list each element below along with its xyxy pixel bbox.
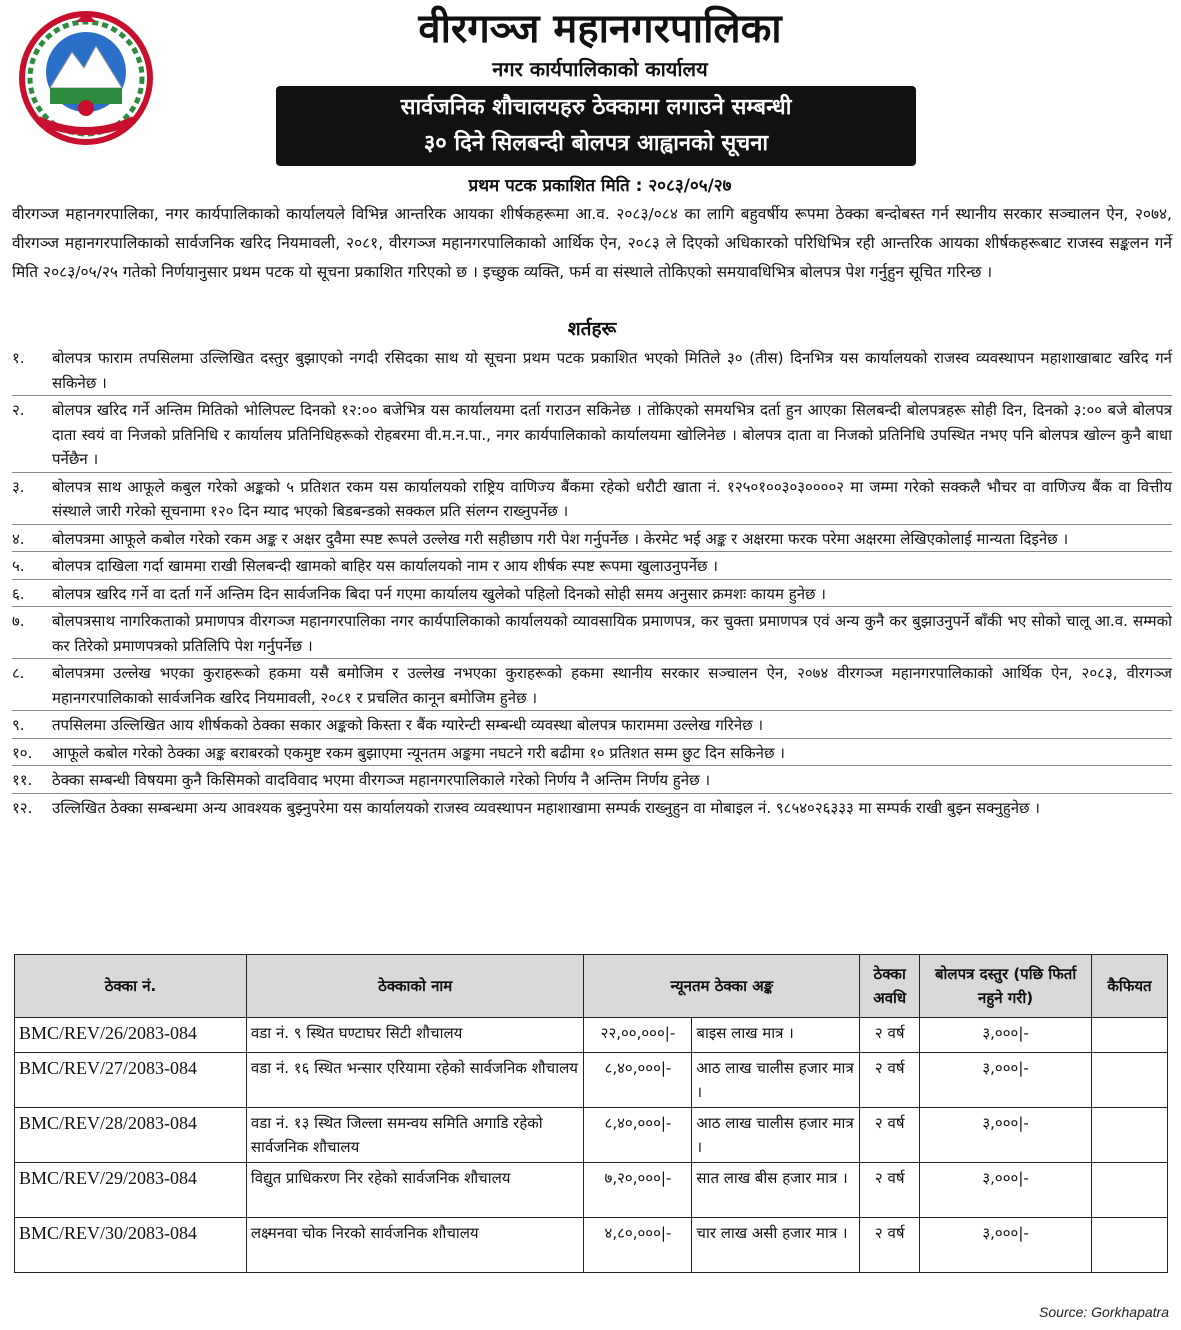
bid-fee: ३,०००|- xyxy=(920,1163,1092,1218)
contract-duration: २ वर्ष xyxy=(860,1108,920,1163)
nepal-government-emblem-icon xyxy=(16,8,156,148)
contract-code: BMC/REV/29/2083-084 xyxy=(15,1163,247,1218)
contract-code: BMC/REV/27/2083-084 xyxy=(15,1053,247,1108)
condition-text: बोलपत्र फाराम तपसिलमा उल्लिखित दस्तुर बुझाएको नगदी रसिदका साथ यो सूचना प्रथम पटक प्रकाशित भएको मितिले ३० (तीस) दिनभित्र यस कार्यालयको राजस्व व्यवस्थापन महाशाखाबाट खरिद गर्न सकिनेछ । xyxy=(52,349,1172,392)
condition-item xyxy=(12,738,1172,766)
contract-code: BMC/REV/26/2083-084 xyxy=(15,1018,247,1053)
condition-item xyxy=(12,551,1172,579)
table-row xyxy=(15,1053,1168,1108)
header-remarks: कैफियत xyxy=(1091,955,1167,1018)
condition-text: बोलपत्र साथ आफूले कबुल गरेको अङ्कको ५ प्रतिशत रकम यस कार्यालयको राष्ट्रिय वाणिज्य बैंकमा रहेको धरौटी खाता नं. १२५०१००३०३००००२ मा जम्मा गरेको सक्कलै भौचर वा वाणिज्य बैंक वा वित्तीय संस्थाले जारी गरेको सूचनामा १२० दिन म्याद भएको बिडबन्डको सक्कल प्रति संलग्न राख्नुपर्नेछ । xyxy=(52,477,1172,520)
condition-text: बोलपत्र खरिद गर्ने वा दर्ता गर्ने अन्तिम दिन सार्वजनिक बिदा पर्न गएमा कार्यालय खुलेको पहिलो दिनको सोही समय अनुसार क्रमशः कायम हुनेछ । xyxy=(52,584,826,603)
condition-number: ८. xyxy=(12,664,25,682)
condition-item xyxy=(12,765,1172,793)
remarks xyxy=(1091,1053,1167,1108)
condition-item xyxy=(12,395,1172,472)
table-row xyxy=(15,1218,1168,1273)
condition-item xyxy=(12,658,1172,710)
amount-in-words: आठ लाख चालीस हजार मात्र । xyxy=(692,1108,860,1163)
minimum-amount: ८,४०,०००|- xyxy=(584,1053,692,1108)
condition-text: ठेक्का सम्बन्धी विषयमा कुनै किसिमको वादविवाद भएमा वीरगञ्ज महानगरपालिकाले गरेको निर्णय नै अन्तिम निर्णय हुनेछ । xyxy=(52,771,711,789)
contract-name: विद्युत प्राधिकरण निर रहेको सार्वजनिक शौचालय xyxy=(246,1163,584,1218)
condition-number: २. xyxy=(12,401,25,419)
contract-duration: २ वर्ष xyxy=(860,1163,920,1218)
contract-name: वडा नं. १३ स्थित जिल्ला समन्वय समिति अगाडि रहेको सार्वजनिक शौचालय xyxy=(246,1108,584,1163)
header-contract-name: ठेक्काको नाम xyxy=(246,955,584,1018)
remarks xyxy=(1091,1108,1167,1163)
condition-number: ७. xyxy=(12,612,25,630)
remarks xyxy=(1091,1018,1167,1053)
bid-fee: ३,०००|- xyxy=(920,1018,1092,1053)
source-credit: Source: Gorkhapatra xyxy=(1039,1304,1169,1320)
minimum-amount: २२,००,०००|- xyxy=(584,1018,692,1053)
conditions-list xyxy=(12,344,1172,820)
contract-code: BMC/REV/28/2083-084 xyxy=(15,1108,247,1163)
table-header-row xyxy=(15,955,1168,1018)
contract-duration: २ वर्ष xyxy=(860,1018,920,1053)
bid-fee: ३,०००|- xyxy=(920,1053,1092,1108)
table-row xyxy=(15,1018,1168,1053)
condition-number: १२. xyxy=(12,798,33,817)
table-row xyxy=(15,1163,1168,1218)
contract-duration: २ वर्ष xyxy=(860,1218,920,1273)
intro-paragraph: वीरगञ्ज महानगरपालिका, नगर कार्यपालिकाको कार्यालयले विभिन्न आन्तरिक आयका शीर्षकहरूमा आ.व. २०८३/०८४ का लागि बहुवर्षीय रूपमा ठेक्का बन्दोबस्त गर्न स्थानीय सरकार सञ्चालन ऐन, २०७४, वीरगञ्ज महानगरपालिकाको सार्वजनिक खरिद नियमावली, २०८१, वीरगञ्ज महानगरपालिकाको आर्थिक ऐन, २०८३ ले दिएको अधिकारको परिधिभित्र रही आन्तरिक आयका शीर्षकहरूबाट राजस्व सङ्कलन गर्ने मिति २०८३/०५/२५ गतेको निर्णयानुसार प्रथम पटक यो सूचना प्रकाशित गरिएको छ । इच्छुक व्यक्ति, फर्म वा संस्थाले तोकिएको समयावधिभित्र बोलपत्र पेश गर्नुहुन सूचित गरिन्छ । xyxy=(12,205,1172,281)
bid-fee: ३,०००|- xyxy=(920,1108,1092,1163)
condition-number: १०. xyxy=(12,743,33,762)
condition-item xyxy=(12,606,1172,658)
condition-number: ६. xyxy=(12,584,25,603)
office-name: नगर कार्यपालिकाको कार्यालय xyxy=(492,57,708,81)
publication-date: प्रथम पटक प्रकाशित मिति : २०८३/०५/२७ xyxy=(468,176,732,196)
minimum-amount: ४,८०,०००|- xyxy=(584,1218,692,1273)
condition-item xyxy=(12,524,1172,552)
condition-text: बोलपत्र खरिद गर्ने अन्तिम मितिको भोलिपल्ट दिनको १२:०० बजेभित्र यस कार्यालयमा दर्ता गराउन सकिनेछ । तोकिएको समयभित्र दर्ता हुन आएका सिलबन्दी बोलपत्रहरू सोही दिन, दिनको ३:०० बजे बोलपत्र दाता स्वयं वा निजको प्रतिनिधि र कार्यालय प्रतिनिधिहरूको रोहबरमा वी.म.न.पा., नगर कार्यपालिकाको कार्यालयमा खोलिनेछ । बोलपत्र दाता वा निजको प्रतिनिधि उपस्थित नभए पनि बोलपत्र खोल्न कुनै बाधा पर्नेछैन । xyxy=(52,401,1172,468)
table-row xyxy=(15,1108,1168,1163)
condition-text: बोलपत्रमा आफूले कबोल गरेको रकम अङ्क र अक्षर दुवैमा स्पष्ट रूपले उल्लेख गरी सहीछाप गरी पेश गर्नुपर्नेछ । केरमेट भई अङ्क र अक्षरमा फरक परेमा अक्षरमा लेखिएकोलाई मान्यता दिइनेछ । xyxy=(52,529,1069,548)
condition-number: ५. xyxy=(12,557,25,575)
contracts-table xyxy=(14,954,1168,1273)
condition-number: १. xyxy=(12,349,25,367)
minimum-amount: ७,२०,०००|- xyxy=(584,1163,692,1218)
notice-headline xyxy=(276,86,916,166)
contract-duration: २ वर्ष xyxy=(860,1053,920,1108)
remarks xyxy=(1091,1218,1167,1273)
condition-item xyxy=(12,579,1172,607)
organization-title: वीरगञ्ज महानगरपालिका xyxy=(418,6,782,52)
contract-name: लक्ष्मनवा चोक निरको सार्वजनिक शौचालय xyxy=(246,1218,584,1273)
condition-number: ३. xyxy=(12,477,25,496)
header-contract-number: ठेक्का नं. xyxy=(15,955,247,1018)
header-bid-fee: बोलपत्र दस्तुर (पछि फिर्ता नहुने गरी) xyxy=(920,955,1092,1018)
condition-text: उल्लिखित ठेक्का सम्बन्धमा अन्य आवश्यक बुझ्नुपरेमा यस कार्यालयको राजस्व व्यवस्थापन महाशाखामा सम्पर्क राख्नुहुन वा मोबाइल नं. ९८५४०२६३३३ मा सम्पर्क राखी बुझ्न सक्नुहुनेछ । xyxy=(52,798,1040,817)
contract-name: वडा नं. १६ स्थित भन्सार एरियामा रहेको सार्वजनिक शौचालय xyxy=(246,1053,584,1108)
amount-in-words: आठ लाख चालीस हजार मात्र । xyxy=(692,1053,860,1108)
condition-item xyxy=(12,472,1172,524)
condition-item xyxy=(12,710,1172,738)
condition-text: बोलपत्रमा उल्लेख भएका कुराहरूको हकमा यसै बमोजिम र उल्लेख नभएका कुराहरूको हकमा स्थानीय सरकार सञ्चालन ऐन, २०७४ वीरगञ्ज महानगरपालिकाको आर्थिक ऐन, २०८३, वीरगञ्ज महानगरपालिकाको सार्वजनिक खरिद नियमावली, २०८१ र प्रचलित कानून बमोजिम हुनेछ । xyxy=(52,664,1172,707)
bid-fee: ३,०००|- xyxy=(920,1218,1092,1273)
header-minimum-amount: न्यूनतम ठेक्का अङ्क xyxy=(584,955,860,1018)
amount-in-words: सात लाख बीस हजार मात्र । xyxy=(692,1163,860,1218)
condition-number: ११. xyxy=(12,771,33,789)
condition-number: ४. xyxy=(12,529,25,548)
contract-name: वडा नं. ९ स्थित घण्टाघर सिटी शौचालय xyxy=(246,1018,584,1053)
condition-item xyxy=(12,793,1172,821)
minimum-amount: ८,४०,०००|- xyxy=(584,1108,692,1163)
amount-in-words: चार लाख असी हजार मात्र । xyxy=(692,1218,860,1273)
condition-text: बोलपत्रसाथ नागरिकताको प्रमाणपत्र वीरगञ्ज महानगरपालिका नगर कार्यपालिकाको कार्यालयको व्यावसायिक प्रमाणपत्र, कर चुक्ता प्रमाणपत्र एवं अन्य कुनै कर बुझाउनुपर्ने बाँकी भए सोको चालू आ.व. सम्मको कर तिरेको प्रमाणपत्रको प्रतिलिपि पेश गर्नुपर्नेछ । xyxy=(52,612,1172,655)
condition-item xyxy=(12,344,1172,395)
headline-line-2: ३० दिने सिलबन्दी बोलपत्र आह्वानको सूचना xyxy=(423,131,769,156)
header-duration: ठेक्का अवधि xyxy=(860,955,920,1018)
contract-code: BMC/REV/30/2083-084 xyxy=(15,1218,247,1273)
condition-number: ९. xyxy=(12,716,25,734)
condition-text: बोलपत्र दाखिला गर्दा खाममा राखी सिलबन्दी खामको बाहिर यस कार्यालयको नाम र आय शीर्षक स्पष्ट रूपमा खुलाउनुपर्नेछ । xyxy=(52,557,718,575)
remarks xyxy=(1091,1163,1167,1218)
condition-text: आफूले कबोल गरेको ठेक्का अङ्क बराबरको एकमुष्ट रकम बुझाएमा न्यूनतम अङ्कमा नघटने गरी बढीमा १० प्रतिशत सम्म छुट दिन सकिनेछ । xyxy=(52,743,785,762)
conditions-heading: शर्तहरू xyxy=(567,318,617,340)
amount-in-words: बाइस लाख मात्र । xyxy=(692,1018,860,1053)
condition-text: तपसिलमा उल्लिखित आय शीर्षकको ठेक्का सकार अङ्कको किस्ता र बैंक ग्यारेन्टी सम्बन्धी व्यवस्था बोलपत्र फाराममा उल्लेख गरिनेछ । xyxy=(52,716,764,734)
headline-line-1: सार्वजनिक शौचालयहरु ठेक्कामा लगाउने सम्बन्धी xyxy=(400,95,792,120)
